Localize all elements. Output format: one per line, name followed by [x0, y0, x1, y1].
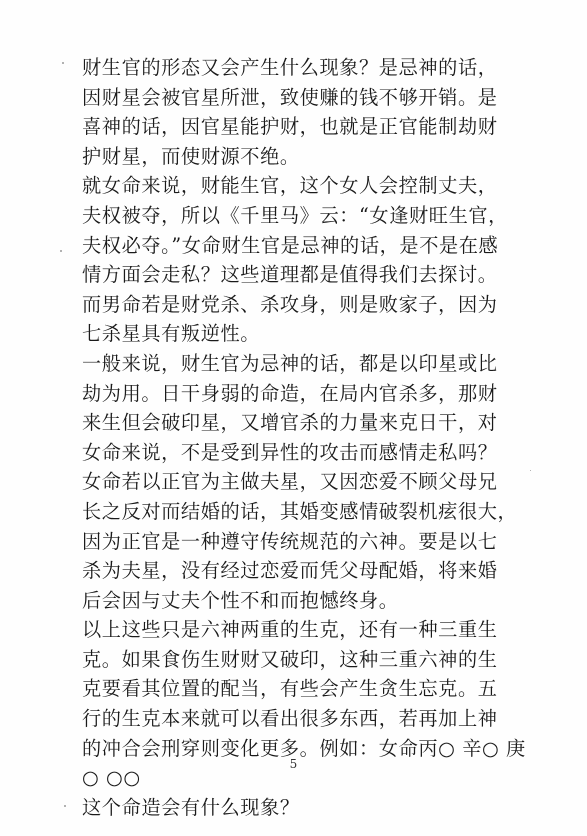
scan-speck [64, 805, 66, 807]
text-line: 杀为夫星，没有经过恋爱而凭父母配婚，将来婚 [82, 559, 498, 583]
text-line: 而男命若是财党杀、杀攻身，则是败家子，因为 [82, 292, 498, 316]
text-line: 夫权被夺，所以《千里马》云：“女逢财旺生官， [82, 203, 508, 227]
body-text [82, 53, 526, 822]
text-line: 夫权必夺。”女命财生官是忌神的话，是不是在感 [82, 233, 499, 257]
text-line: 一般来说，财生官为忌神的话，都是以印星或比 [82, 351, 498, 375]
text-line: 劫为用。日干身弱的命造，在局内官杀多，那财 [82, 381, 498, 405]
text-line: 的冲合会刑穿则变化更多。例如：女命丙○ 辛○ 庚 [82, 736, 526, 760]
text-line: 克。如果食伤生财财又破印，这种三重六神的生 [82, 647, 498, 671]
scan-speck [530, 470, 531, 471]
text-line: 行的生克本来就可以看出很多东西，若再加上神 [82, 707, 498, 731]
text-line: 七杀星具有叛逆性。 [82, 322, 261, 346]
text-line: 克要看其位置的配当，有些会产生贪生忘克。五 [82, 677, 498, 701]
text-line: 以上这些只是六神两重的生克，还有一种三重生 [82, 618, 498, 642]
text-line: 因为正官是一种遵守传统规范的六神。要是以七 [82, 529, 498, 553]
text-line: 因财星会被官星所泄，致使赚的钱不够开销。是 [82, 85, 498, 109]
text-line: 来生但会破印星，又增官杀的力量来克日干，对 [82, 411, 498, 435]
scan-speck [60, 250, 62, 252]
scan-speck [62, 62, 64, 64]
text-line: 护财星，而使财源不绝。 [82, 144, 300, 168]
text-line: 情方面会走私？这些道理都是值得我们去探讨。 [82, 263, 498, 287]
text-line: 女命若以正官为主做夫星，又因恋爱不顾父母兄 [82, 470, 498, 494]
text-line: 这个命造会有什么现象？ [82, 795, 300, 819]
text-line: 后会因与丈夫个性不和而抱憾终身。 [82, 588, 399, 612]
page-number: 5 [289, 757, 298, 771]
text-line: ○ ○○ [82, 766, 141, 790]
text-line: 女命来说，不是受到异性的攻击而感情走私吗？ [82, 440, 498, 464]
text-line: 财生官的形态又会产生什么现象？是忌神的话， [82, 56, 498, 79]
text-line: 长之反对而结婚的话，其婚变感情破裂机痃很大， [82, 499, 518, 523]
text-line: 喜神的话，因官星能护财，也就是正官能制劫财 [82, 115, 498, 139]
text-line: 就女命来说，财能生官，这个女人会控制丈夫， [82, 174, 498, 198]
